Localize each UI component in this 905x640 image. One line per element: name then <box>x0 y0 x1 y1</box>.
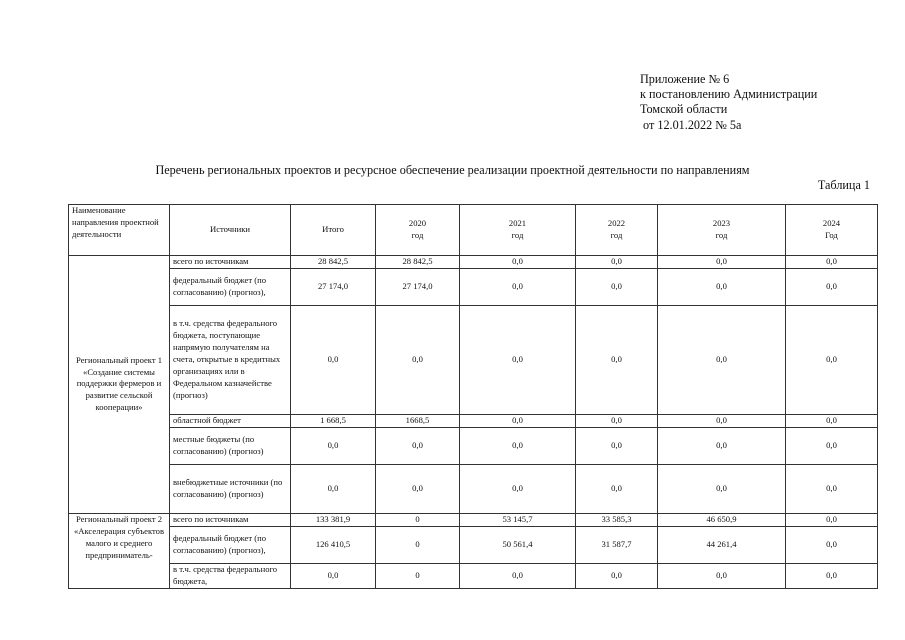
source-cell: федеральный бюджет (по согласованию) (прогноз), <box>170 268 291 305</box>
table-row <box>69 427 878 464</box>
table-header-row <box>69 205 878 256</box>
source-cell: всего по источникам <box>170 513 291 526</box>
total-cell: 126 410,5 <box>291 526 376 563</box>
y2022-cell: 31 587,7 <box>576 526 658 563</box>
total-cell: 28 842,5 <box>291 256 376 269</box>
y2023-cell: 0,0 <box>658 305 786 414</box>
y2022-cell: 0,0 <box>576 305 658 414</box>
y2022-cell: 0,0 <box>576 563 658 588</box>
source-cell: в т.ч. средства федерального бюджета, <box>170 563 291 588</box>
table-row <box>69 414 878 427</box>
y2023-cell: 0,0 <box>658 427 786 464</box>
y2022-cell: 0,0 <box>576 414 658 427</box>
appendix-block <box>640 72 817 133</box>
total-cell: 0,0 <box>291 464 376 513</box>
source-cell: федеральный бюджет (по согласованию) (прогноз), <box>170 526 291 563</box>
y2022-cell: 0,0 <box>576 268 658 305</box>
y2024-cell: 0,0 <box>786 464 878 513</box>
source-cell: в т.ч. средства федерального бюджета, поступающие напрямую получателям на счета, открытые в кредитных организациях или в Федеральном казначействе (прогноз) <box>170 305 291 414</box>
y2022-cell: 33 585,3 <box>576 513 658 526</box>
y2024-cell: 0,0 <box>786 414 878 427</box>
project-1-name: Региональный проект 1 «Создание системы поддержки фермеров и развитие сельской кооперации» <box>69 256 170 514</box>
y2021-cell: 0,0 <box>460 268 576 305</box>
header-2024: 2024 Год <box>786 205 878 256</box>
y2023-cell: 0,0 <box>658 464 786 513</box>
y2024-cell: 0,0 <box>786 427 878 464</box>
header-2020: 2020 год <box>376 205 460 256</box>
table-row <box>69 464 878 513</box>
appendix-line-2: к постановлению Администрации <box>640 87 818 102</box>
y2021-cell: 0,0 <box>460 464 576 513</box>
header-total: Итого <box>291 205 376 256</box>
y2020-cell: 0 <box>376 513 460 526</box>
y2021-cell: 0,0 <box>460 563 576 588</box>
y2024-cell: 0,0 <box>786 305 878 414</box>
source-cell: внебюджетные источники (по согласованию) (прогноз) <box>170 464 291 513</box>
y2022-cell: 0,0 <box>576 464 658 513</box>
y2021-cell: 0,0 <box>460 427 576 464</box>
total-cell: 133 381,9 <box>291 513 376 526</box>
header-2022: 2022 год <box>576 205 658 256</box>
y2020-cell: 0 <box>376 563 460 588</box>
y2024-cell: 0,0 <box>786 268 878 305</box>
table-row <box>69 305 878 414</box>
y2023-cell: 0,0 <box>658 414 786 427</box>
table-label: Таблица 1 <box>817 178 870 192</box>
y2021-cell: 50 561,4 <box>460 526 576 563</box>
y2022-cell: 0,0 <box>576 256 658 269</box>
y2024-cell: 0,0 <box>786 513 878 526</box>
header-direction: Наименование направления проектной деятельности <box>69 205 170 256</box>
appendix-line-4: от 12.01.2022 № 5а <box>640 117 742 132</box>
source-cell: всего по источникам <box>170 256 291 269</box>
source-cell: местные бюджеты (по согласованию) (прогноз) <box>170 427 291 464</box>
y2023-cell: 46 650,9 <box>658 513 786 526</box>
y2021-cell: 0,0 <box>460 305 576 414</box>
y2024-cell: 0,0 <box>786 563 878 588</box>
y2023-cell: 0,0 <box>658 256 786 269</box>
table-row <box>69 256 878 269</box>
projects-table <box>68 204 878 589</box>
y2024-cell: 0,0 <box>786 526 878 563</box>
y2021-cell: 0,0 <box>460 256 576 269</box>
header-2021: 2021 год <box>460 205 576 256</box>
y2020-cell: 0,0 <box>376 427 460 464</box>
table-row <box>69 526 878 563</box>
table-row <box>69 268 878 305</box>
y2021-cell: 0,0 <box>460 414 576 427</box>
y2020-cell: 0,0 <box>376 464 460 513</box>
y2020-cell: 27 174,0 <box>376 268 460 305</box>
header-2023: 2023 год <box>658 205 786 256</box>
y2023-cell: 0,0 <box>658 268 786 305</box>
total-cell: 0,0 <box>291 427 376 464</box>
y2020-cell: 1668,5 <box>376 414 460 427</box>
document-title: Перечень региональных проектов и ресурсное обеспечение реализации проектной деятельности по направлениям <box>155 163 750 177</box>
y2023-cell: 44 261,4 <box>658 526 786 563</box>
table-row <box>69 513 878 526</box>
total-cell: 0,0 <box>291 563 376 588</box>
total-cell: 1 668,5 <box>291 414 376 427</box>
y2020-cell: 0 <box>376 526 460 563</box>
source-cell: областной бюджет <box>170 414 291 427</box>
y2024-cell: 0,0 <box>786 256 878 269</box>
total-cell: 0,0 <box>291 305 376 414</box>
y2020-cell: 28 842,5 <box>376 256 460 269</box>
y2023-cell: 0,0 <box>658 563 786 588</box>
header-sources: Источники <box>170 205 291 256</box>
y2020-cell: 0,0 <box>376 305 460 414</box>
total-cell: 27 174,0 <box>291 268 376 305</box>
table-row <box>69 563 878 588</box>
project-2-name: Региональный проект 2 «Акселерация субъектов малого и среднего предприниматель- <box>69 513 170 588</box>
y2022-cell: 0,0 <box>576 427 658 464</box>
appendix-line-3: Томской области <box>640 102 728 117</box>
y2021-cell: 53 145,7 <box>460 513 576 526</box>
appendix-line-1: Приложение № 6 <box>640 72 730 86</box>
